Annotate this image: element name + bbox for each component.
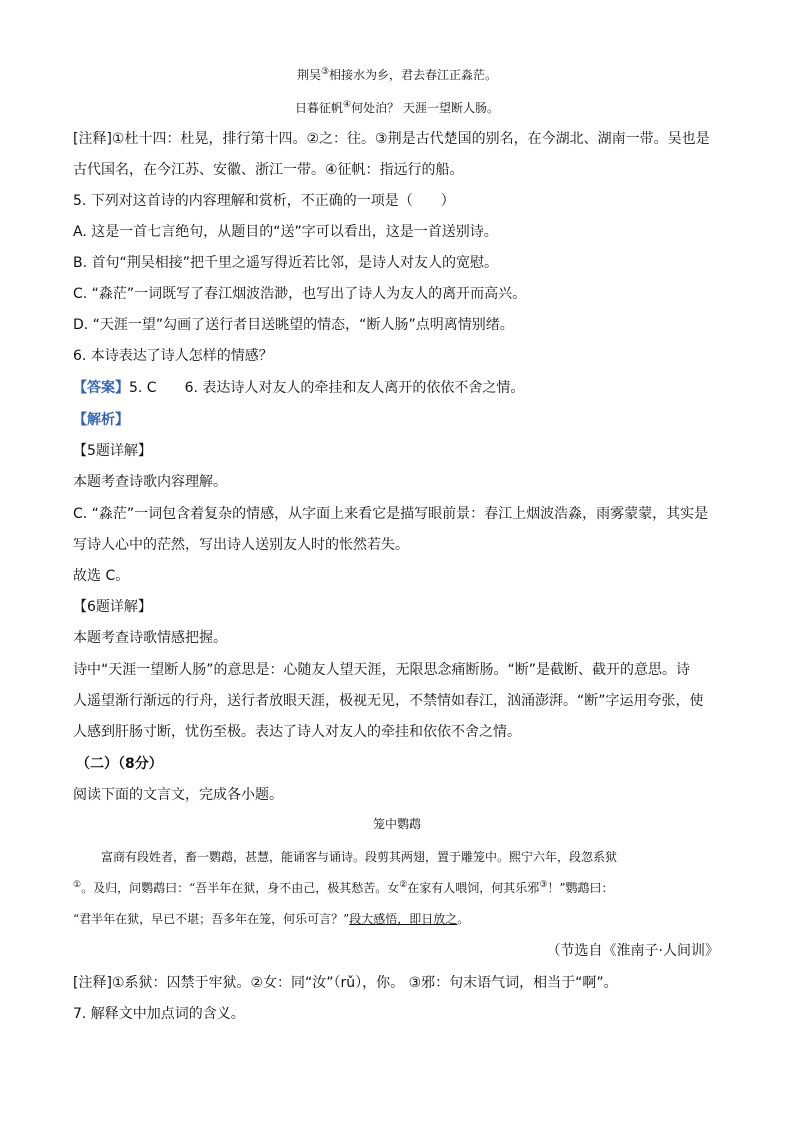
passage-title: 笼中鹦鹉 [372, 817, 421, 831]
answer-line [73, 378, 524, 398]
analysis-label: 【解析】 [73, 412, 129, 428]
underlined-sentence: 段大感悟，即日放之 [349, 912, 458, 926]
question-5-option-d: D. “天涯一望”勾画了送行者目送眺望的情态，“断人肠”点明离情别绪。 [73, 317, 514, 333]
poem-line-1: 荆吴③相接水为乡，君去春江正淼茫。 [296, 67, 498, 82]
section-2-instruction: 阅读下面的文言文，完成各小题。 [73, 787, 283, 803]
detail-6-intro: 本题考查诗歌情感把握。 [73, 630, 227, 646]
question-5-stem: 5. 下列对这首诗的内容理解和赏析，不正确的一项是（ ） [73, 193, 455, 209]
question-5-option-c: C. “淼茫”一词既写了春江烟波浩渺，也写出了诗人为友人的离开而高兴。 [73, 286, 527, 302]
passage-source: （节选自《淮南子·人间训》 [546, 943, 719, 959]
answer-label: 【答案】 [73, 380, 129, 396]
detail-6-para-3: 人感到肝肠寸断，忧伤至极。表达了诗人对友人的牵挂和依依不舍之情。 [73, 724, 521, 740]
notes-line-1: [注释]①杜十四：杜晃，排行第十四。②之：往。③荆是古代楚国的别名，在今湖北、湖南一带。吴也是 [73, 131, 710, 147]
notes-2: [注释]①系狱：囚禁于牢狱。②女：同“汝”（rǔ），你。 ③邪：句末语气词，相当于“啊”。 [73, 975, 618, 991]
question-6-stem: 6. 本诗表达了诗人怎样的情感？ [73, 348, 273, 364]
answer-6: 6. 表达诗人对友人的牵挂和友人离开的依依不舍之情。 [184, 380, 525, 396]
passage-line-3: “君半年在狱，早已不堪；吾多年在笼，何乐可言？”段大感悟，即日放之。 [73, 912, 470, 926]
question-7-stem: 7. 解释文中加点词的含义。 [73, 1006, 245, 1022]
detail-5-para-2: 写诗人心中的茫然，写出诗人送别友人时的怅然若失。 [73, 537, 409, 553]
answer-5: 5. C [129, 380, 157, 396]
poem-line-2: 日暮征帆④何处泊？ 天涯一望断人肠。 [295, 100, 499, 115]
detail-6-para-1: 诗中“天涯一望断人肠”的意思是：心随友人望天涯，无限思念痛断肠。“断”是截断、截开的意思。诗 [73, 662, 691, 678]
detail-6-title: 【6题详解】 [73, 599, 152, 615]
section-2-heading: （二）（8分） [76, 756, 163, 772]
detail-6-para-2: 人遥望渐行渐远的行舟，送行者放眼天涯，极视无见，不禁情如春江，汹涌澎湃。“断”字运用夸张，使 [73, 693, 704, 709]
question-5-option-a: A. 这是一首七言绝句，从题目的“送”字可以看出，这是一首送别诗。 [73, 224, 498, 240]
detail-5-para-1: C. “淼茫”一词包含着复杂的情感，从字面上来看它是描写眼前景：春江上烟波浩淼，雨雾蒙蒙，其实是 [73, 506, 709, 522]
detail-5-title: 【5题详解】 [73, 443, 152, 459]
passage-line-2: ①。及归，问鹦鹉曰：“吾半年在狱，身不由己，极其愁苦。女②在家有人喂饲，何其乐邪③！”鹦鹉曰： [73, 880, 614, 895]
detail-5-para-3: 故选 C。 [73, 568, 130, 584]
passage-line-1: 富商有段姓者，畜一鹦鹉，甚慧，能诵客与诵诗。段剪其两翅，置于雕笼中。熙宁六年，段忽系狱 [101, 850, 618, 864]
detail-5-intro: 本题考查诗歌内容理解。 [73, 474, 227, 490]
notes-line-2: 古代国名，在今江苏、安徽、浙江一带。④征帆：指远行的船。 [73, 162, 464, 178]
question-5-option-b: B. 首句“荆吴相接”把千里之遥写得近若比邻，是诗人对友人的宽慰。 [73, 255, 499, 271]
